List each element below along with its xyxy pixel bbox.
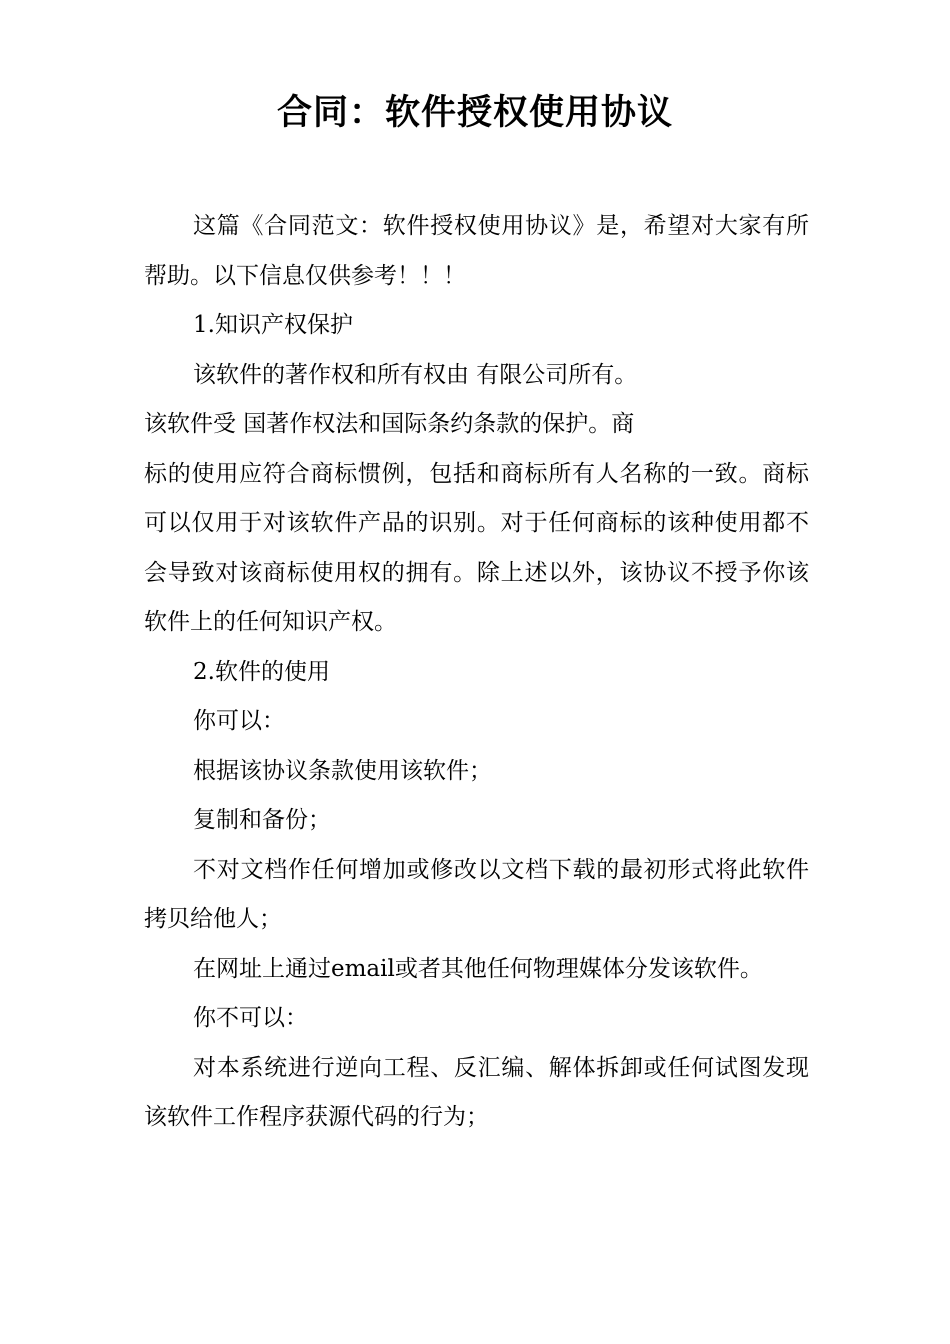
document-title: 合同：软件授权使用协议 [276,93,673,133]
intro-paragraph: 这篇《合同范文：软件授权使用协议》是，希望对大家有所帮助。以下信息仅供参考！！！ [144,213,809,289]
permitted-use-item: 复制和备份； [193,807,331,833]
permitted-use-item: 不对文档作任何增加或修改以文档下载的最初形式将此软件拷贝给他人； [144,856,809,932]
prohibited-use-item: 对本系统进行逆向工程、反汇编、解体拆卸或任何试图发现该软件工作程序获源代码的行为； [144,1054,809,1130]
document-body [144,202,809,1143]
permitted-use-item: 根据该协议条款使用该软件； [193,757,492,784]
copyright-ownership-paragraph: 该软件的著作权和所有权由 有限公司所有。 [193,361,638,388]
section-heading-intellectual-property: 1.知识产权保护 [193,312,353,338]
copyright-protection-paragraph: 该软件受 国著作权法和国际条约条款的保护。商 [144,411,635,437]
section-heading-software-use: 2.软件的使用 [193,658,330,685]
permitted-use-item: 在网址上通过email或者其他任何物理媒体分发该软件。 [193,955,763,982]
trademark-paragraph: 标的使用应符合商标惯例，包括和商标所有人名称的一致。商标可以仅用于对该软件产品的识别。对于任何商标的该种使用都不会导致对该商标使用权的拥有。除上述以外，该协议不授予你该软件上的任何知识产权。 [144,460,809,635]
you-may-not-heading: 你不可以： [193,1005,308,1031]
you-may-heading: 你可以： [193,708,285,734]
